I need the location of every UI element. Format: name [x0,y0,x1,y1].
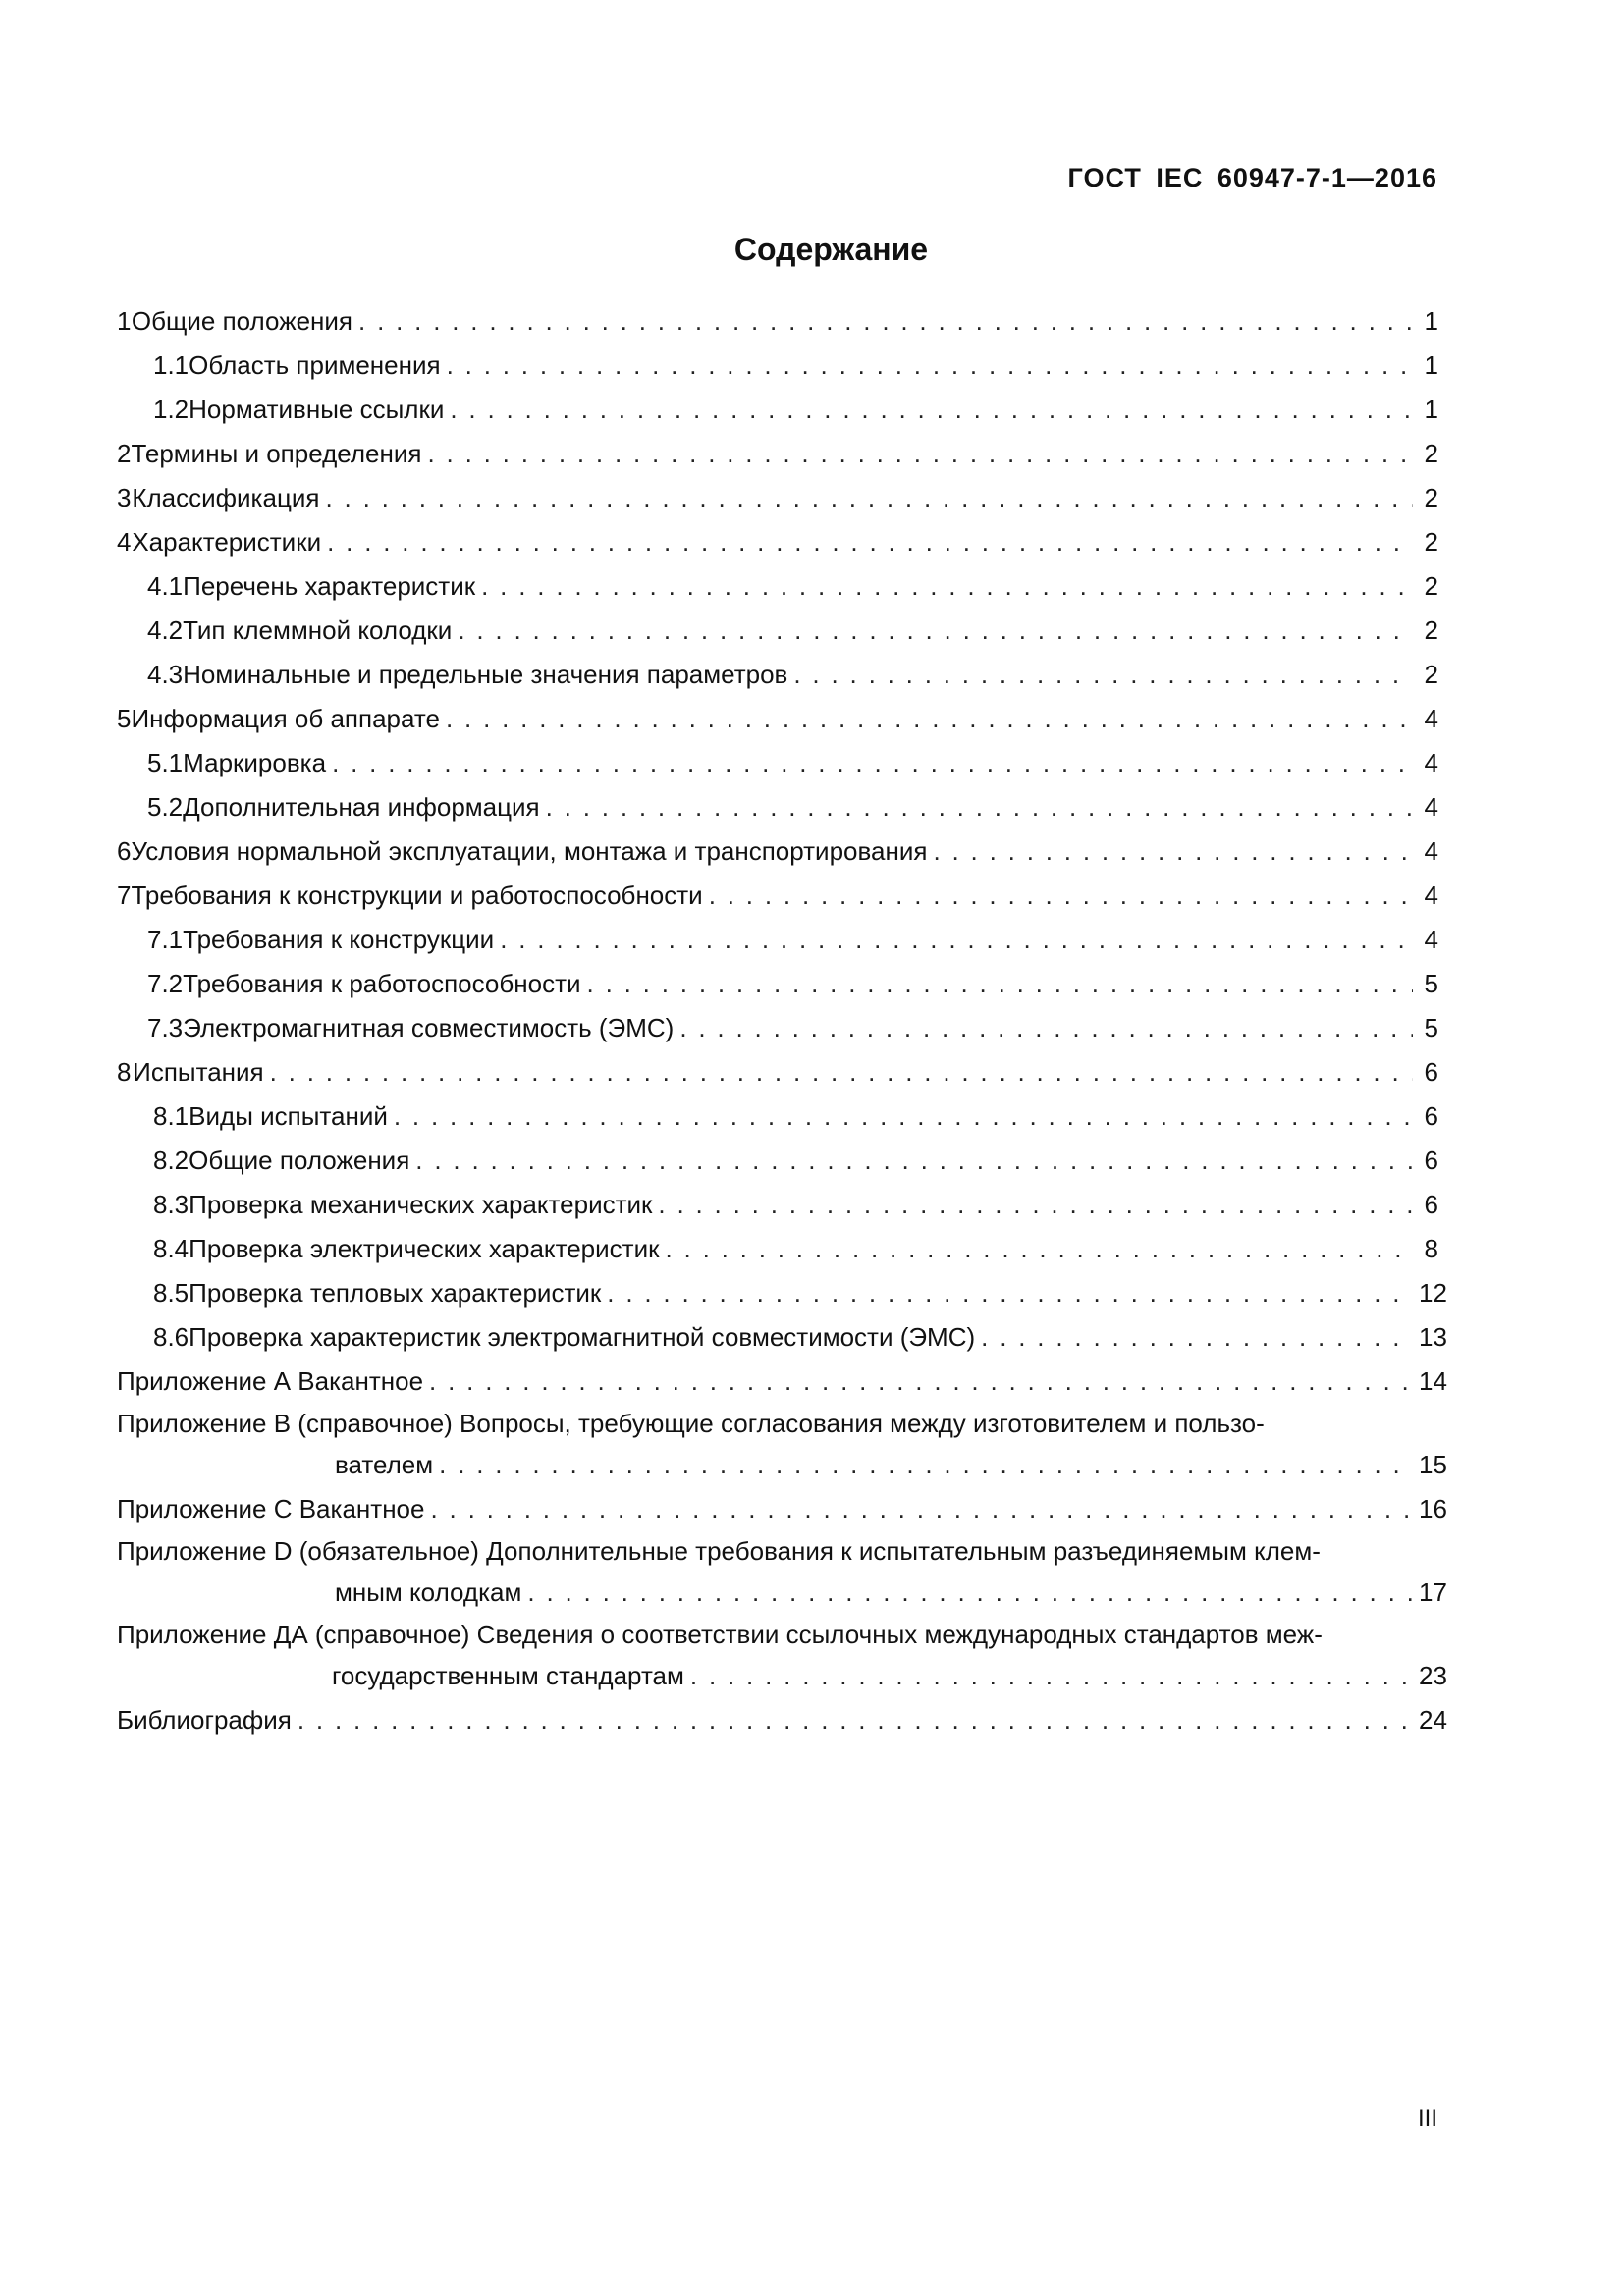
toc-entry-label: Проверка электрических характеристик [189,1227,665,1271]
toc-entry-page: 2 [1424,483,1438,512]
toc-entry-label: Приложение А Вакантное [117,1360,429,1404]
toc-entry-2[interactable] [117,432,1438,476]
toc-entry-number: 3 [117,483,132,512]
toc-entry-8-4[interactable] [117,1227,1438,1271]
toc-entry-number: 4.2 [147,615,184,645]
toc-entry-label: Маркировка [183,741,332,785]
dot-leader [546,785,1413,829]
toc-entry-page: 6 [1424,1057,1438,1087]
toc-entry-number: 4.1 [147,571,184,601]
toc-entry-6[interactable] [117,829,1438,874]
toc-entry-page: 1 [1424,350,1438,380]
dot-leader [793,653,1413,697]
toc-entry-label: Приложение В (справочное) Вопросы, требующие согласования между изготовителем и пользо- [117,1409,1265,1438]
toc-entry-page: 16 [1419,1494,1447,1523]
toc-entry-label: Дополнительная информация [183,785,545,829]
toc-entry-label-continued: государственным стандартам [332,1654,690,1698]
dot-leader [327,520,1413,564]
toc-entry-number: 8.5 [153,1278,189,1308]
toc-entry-label: Тип клеммной колодки [183,609,458,653]
toc-entry-8-2[interactable] [117,1139,1438,1183]
dot-leader [270,1050,1413,1095]
toc-entry-label: Условия нормальной эксплуатации, монтажа и транспортирования [131,829,933,874]
toc-entry-label: Библиография [117,1698,298,1742]
toc-entry-label: Термины и определения [131,432,427,476]
toc-entry-number: 8.6 [153,1322,189,1352]
toc-entry-label: Требования к конструкции [183,918,500,962]
dot-leader [446,697,1413,741]
dot-leader [332,741,1413,785]
dot-leader [450,388,1413,432]
toc-entry-5-1[interactable] [117,741,1438,785]
toc-entry-number: 2 [117,439,132,468]
toc-entry-7-3[interactable] [117,1006,1438,1050]
dot-leader [429,1360,1413,1404]
dot-leader [325,476,1413,520]
dot-leader [394,1095,1413,1139]
toc-entry-label: Проверка характеристик электромагнитной совместимости (ЭМС) [189,1315,981,1360]
toc-entry-annex-a[interactable] [117,1360,1447,1404]
toc-entry-label: Информация об аппарате [131,697,446,741]
toc-entry-8-6[interactable] [117,1315,1447,1360]
dot-leader [607,1271,1413,1315]
toc-entry-page: 2 [1424,615,1438,645]
dot-leader [358,299,1413,344]
toc-entry-label: Характеристики [132,520,327,564]
toc-entry-7-1[interactable] [117,918,1438,962]
dot-leader [709,874,1413,918]
toc-entry-label: Номинальные и предельные значения параметров [183,653,793,697]
dot-leader [658,1183,1413,1227]
toc-entry-number: 7.3 [147,1013,184,1042]
toc-entry-annex-c[interactable] [117,1487,1447,1531]
toc-entry-number: 7.2 [147,969,184,998]
toc-entry-7-2[interactable] [117,962,1438,1006]
toc-entry-number: 7.1 [147,925,184,954]
toc-entry-page: 2 [1424,527,1438,557]
toc-entry-page: 4 [1424,748,1438,777]
toc-entry-number: 8.1 [153,1101,189,1131]
toc-entry-8-1[interactable] [117,1095,1438,1139]
toc-entry-label: Электромагнитная совместимость (ЭМС) [183,1006,679,1050]
dot-leader [527,1571,1413,1615]
toc-entry-label: Проверка механических характеристик [189,1183,658,1227]
toc-entry-bibliography[interactable] [117,1698,1447,1742]
toc-entry-label: Испытания [133,1050,270,1095]
dot-leader [298,1698,1413,1742]
toc-entry-label: Приложение С Вакантное [117,1487,430,1531]
toc-entry-number: 8 [117,1057,132,1087]
toc-entry-number: 8.2 [153,1146,189,1175]
table-of-contents [117,299,1447,1742]
dot-leader [415,1139,1413,1183]
toc-entry-5-2[interactable] [117,785,1438,829]
toc-entry-label: Общие положения [132,299,358,344]
toc-entry-label: Нормативные ссылки [189,388,450,432]
toc-entry-page: 6 [1424,1146,1438,1175]
toc-entry-label-continued: мным колодкам [335,1571,527,1615]
toc-entry-4[interactable] [117,520,1438,564]
toc-entry-annex-d[interactable] [117,1531,1447,1615]
toc-entry-label: Общие положения [189,1139,415,1183]
toc-entry-annex-da[interactable] [117,1615,1447,1698]
toc-entry-page: 4 [1424,881,1438,910]
toc-entry-page: 23 [1419,1661,1447,1690]
toc-entry-page: 5 [1424,969,1438,998]
toc-entry-8-3[interactable] [117,1183,1438,1227]
document-code: ГОСТ IEC 60947-7-1—2016 [1067,163,1437,192]
toc-entry-page: 2 [1424,571,1438,601]
toc-entry-page: 6 [1424,1190,1438,1219]
toc-entry-4-2[interactable] [117,609,1438,653]
dot-leader [690,1654,1413,1698]
toc-entry-number: 1.1 [153,350,189,380]
dot-leader [427,432,1413,476]
toc-entry-page: 2 [1424,660,1438,689]
toc-entry-label: Требования к конструкции и работоспособности [131,874,708,918]
dot-leader [587,962,1413,1006]
toc-entry-label: Перечень характеристик [183,564,481,609]
toc-entry-label-continued: вателем [335,1443,439,1487]
toc-entry-page: 8 [1424,1234,1438,1263]
toc-entry-number: 1.2 [153,395,189,424]
toc-entry-label: Требования к работоспособности [183,962,586,1006]
toc-entry-label: Приложение ДА (справочное) Сведения о соответствии ссылочных международных стандартов меж- [117,1620,1323,1649]
dot-leader [458,609,1413,653]
toc-entry-number: 1 [117,306,132,336]
toc-entry-label: Проверка тепловых характеристик [189,1271,607,1315]
toc-entry-label: Классификация [132,476,325,520]
dot-leader [665,1227,1413,1271]
toc-entry-7[interactable] [117,874,1438,918]
toc-entry-4-3[interactable] [117,653,1438,697]
toc-entry-1-2[interactable] [117,388,1438,432]
dot-leader [439,1443,1413,1487]
toc-entry-number: 5 [117,704,132,733]
dot-leader [481,564,1413,609]
toc-entry-4-1[interactable] [117,564,1438,609]
dot-leader [933,829,1413,874]
toc-entry-page: 4 [1424,925,1438,954]
toc-entry-1-1[interactable] [117,344,1438,388]
toc-entry-3[interactable] [117,476,1438,520]
toc-entry-number: 8.4 [153,1234,189,1263]
toc-entry-label: Виды испытаний [189,1095,394,1139]
toc-entry-page: 14 [1419,1366,1447,1396]
dot-leader [447,344,1413,388]
dot-leader [981,1315,1413,1360]
toc-entry-page: 6 [1424,1101,1438,1131]
dot-leader [500,918,1413,962]
toc-entry-page: 4 [1424,792,1438,822]
toc-entry-number: 7 [117,881,132,910]
toc-entry-number: 4.3 [147,660,184,689]
toc-entry-page: 13 [1419,1322,1447,1352]
toc-entry-page: 5 [1424,1013,1438,1042]
toc-entry-page: 4 [1424,836,1438,866]
toc-entry-page: 17 [1419,1577,1447,1607]
toc-entry-1[interactable] [117,299,1438,344]
page-title: Содержание [733,232,929,267]
toc-entry-number: 5.2 [147,792,184,822]
toc-entry-number: 4 [117,527,132,557]
toc-entry-8[interactable] [117,1050,1438,1095]
toc-entry-page: 1 [1424,306,1438,336]
toc-entry-label: Область применения [189,344,446,388]
toc-entry-label: Приложение D (обязательное) Дополнительные требования к испытательным разъединяемым клем- [117,1536,1321,1566]
toc-entry-number: 6 [117,836,132,866]
toc-entry-page: 1 [1424,395,1438,424]
toc-entry-page: 12 [1419,1278,1447,1308]
dot-leader [430,1487,1413,1531]
toc-entry-page: 2 [1424,439,1438,468]
toc-entry-number: 5.1 [147,748,184,777]
toc-entry-annex-b[interactable] [117,1404,1447,1487]
toc-entry-5[interactable] [117,697,1438,741]
toc-entry-page: 24 [1419,1705,1447,1735]
toc-entry-number: 8.3 [153,1190,189,1219]
toc-entry-page: 4 [1424,704,1438,733]
toc-entry-8-5[interactable] [117,1271,1447,1315]
dot-leader [679,1006,1413,1050]
page-number: III [1417,2106,1437,2132]
toc-entry-page: 15 [1419,1450,1447,1479]
